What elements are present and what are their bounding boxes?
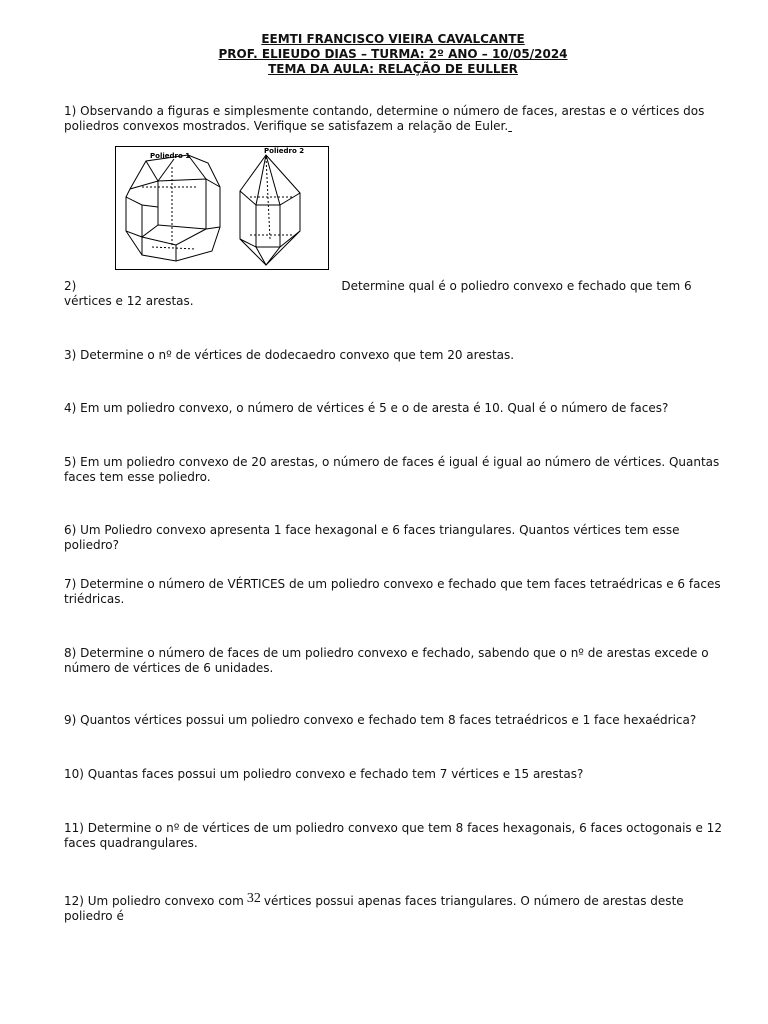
- question-12: 12) Um poliedro convexo com 32 vértices possui apenas faces triangulares. O número de arestas deste poliedro é: [64, 891, 684, 923]
- question-1: 1) Observando a figuras e simplesmente contando, determine o número de faces, arestas e o vértices dos poliedros convexos mostrados. Verifique se satisfazem a relação de Euler.: [64, 104, 705, 133]
- polyhedra-drawing: [116, 147, 328, 269]
- polyhedron-2: [240, 155, 300, 265]
- document-header: [0, 32, 768, 77]
- question-5: 5) Em um poliedro convexo de 20 arestas, o número de faces é igual é igual ao número de vértices. Quantas faces tem esse poliedro.: [64, 455, 720, 484]
- question-8: 8) Determine o número de faces de um poliedro convexo e fechado, sabendo que o nº de arestas excede o número de vértices de 6 unidades.: [64, 646, 709, 675]
- question-4: 4) Em um poliedro convexo, o número de vértices é 5 e o de aresta é 10. Qual é o número de faces?: [64, 401, 669, 415]
- question-6: 6) Um Poliedro convexo apresenta 1 face hexagonal e 6 faces triangulares. Quantos vértices tem esse poliedro?: [64, 523, 680, 552]
- question-2: 2) Determine qual é o poliedro convexo e fechado que tem 6 vértices e 12 arestas.: [64, 279, 692, 308]
- formula-number: 32: [246, 891, 261, 906]
- school-name: EEMTI FRANCISCO VIEIRA CAVALCANTE: [261, 32, 525, 46]
- question-9: 9) Quantos vértices possui um poliedro convexo e fechado tem 8 faces tetraédricos e 1 face hexaédrica?: [64, 713, 697, 727]
- question-3: 3) Determine o nº de vértices de dodecaedro convexo que tem 20 arestas.: [64, 348, 515, 362]
- polyhedron-1: [126, 155, 220, 261]
- lesson-topic: TEMA DA AULA: RELAÇÃO DE EULLER: [268, 62, 518, 76]
- question-10: 10) Quantas faces possui um poliedro convexo e fechado tem 7 vértices e 15 arestas?: [64, 767, 584, 781]
- polyhedra-figure: [115, 146, 329, 270]
- question-7: 7) Determine o número de VÉRTICES de um poliedro convexo e fechado que tem faces tetraédricas e 6 faces triédricas.: [64, 577, 721, 606]
- teacher-class-date: PROF. ELIEUDO DIAS – TURMA: 2º ANO – 10/05/2024: [218, 47, 568, 61]
- question-11: 11) Determine o nº de vértices de um poliedro convexo que tem 8 faces hexagonais, 6 faces octogonais e 12 faces quadrangulares.: [64, 821, 722, 850]
- polyhedron-1-label: Poliedro 1: [150, 152, 191, 160]
- polyhedron-2-label: Poliedro 2: [264, 147, 305, 155]
